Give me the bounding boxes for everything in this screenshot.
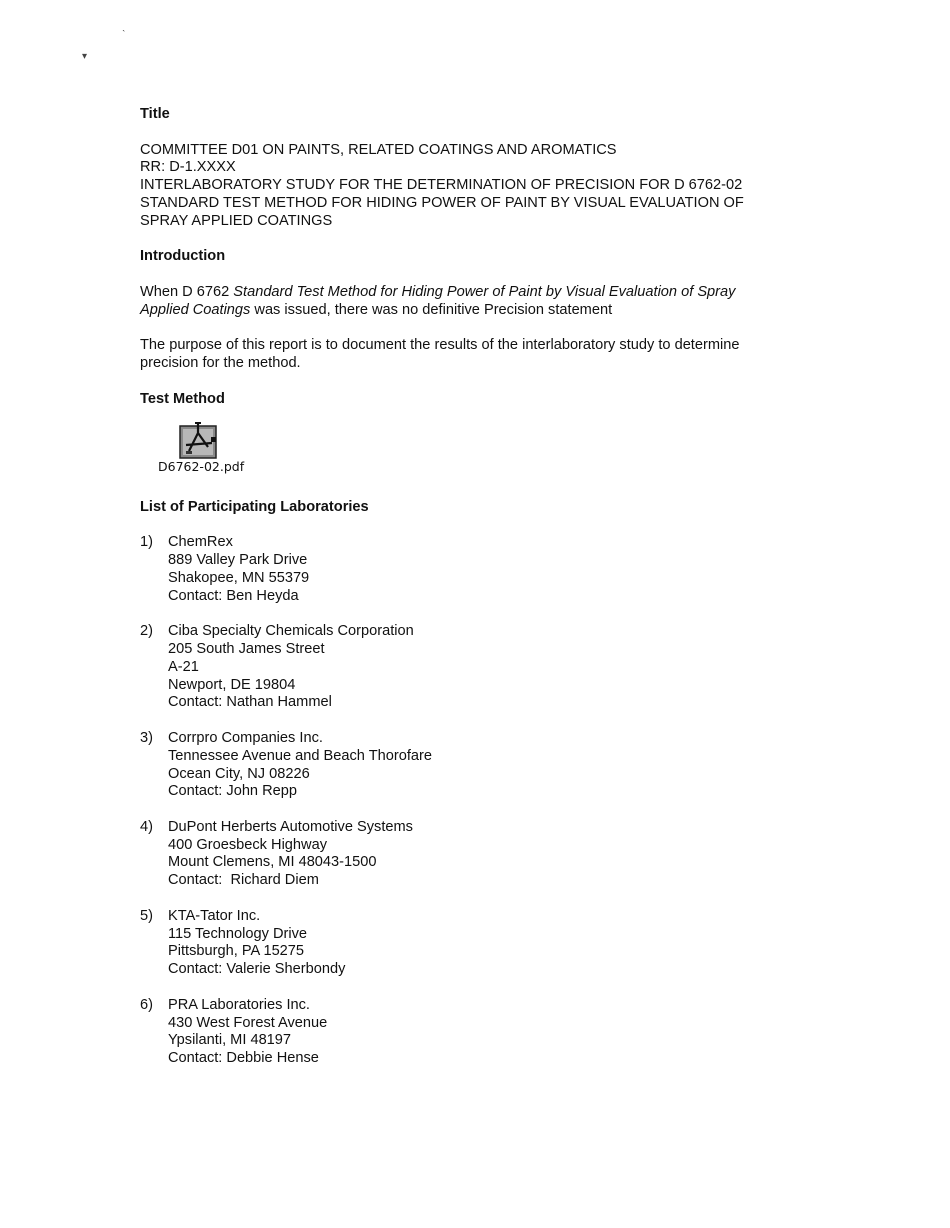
intro-p2-line-1: The purpose of this report is to document the results of the interlaboratory study to determine — [140, 337, 740, 354]
list-item-number: 5) — [140, 907, 153, 924]
lab-address: 115 Technology Drive — [168, 925, 307, 942]
intro-paragraph-2 — [140, 337, 820, 373]
lab-address: 400 Groesbeck Highway — [168, 836, 327, 853]
list-item-number: 6) — [140, 996, 153, 1013]
lab-suite: A-21 — [168, 658, 199, 675]
lab-address: 889 Valley Park Drive — [168, 551, 308, 568]
document-body — [140, 106, 820, 1086]
test-method-heading: Test Method — [140, 390, 225, 407]
lab-contact: Contact: Ben Heyda — [168, 587, 299, 604]
lab-city: Ypsilanti, MI 48197 — [168, 1032, 292, 1049]
standard-line-2: SPRAY APPLIED COATINGS — [140, 212, 333, 229]
pdf-file-icon[interactable] — [178, 421, 218, 459]
lab-contact: Contact: John Repp — [168, 783, 297, 800]
lab-contact: Contact: Richard Diem — [168, 872, 319, 889]
intro-prefix: When D 6762 — [140, 283, 234, 300]
list-item-number: 4) — [140, 818, 153, 835]
scan-speck: ˴ — [122, 25, 126, 36]
introduction-heading: Introduction — [140, 248, 226, 265]
pdf-attachment[interactable] — [158, 421, 258, 475]
lab-contact: Contact: Nathan Hammel — [168, 694, 332, 711]
study-line: INTERLABORATORY STUDY FOR THE DETERMINATION OF PRECISION FOR D 6762-02 — [140, 177, 743, 194]
lab-address: 430 West Forest Avenue — [168, 1014, 328, 1031]
lab-name: Corrpro Companies Inc. — [168, 729, 323, 746]
labs-list — [140, 534, 820, 1068]
lab-name: PRA Laboratories Inc. — [168, 996, 310, 1013]
lab-name: KTA-Tator Inc. — [168, 907, 261, 924]
list-item — [140, 730, 820, 801]
standard-line-1: STANDARD TEST METHOD FOR HIDING POWER OF PAINT BY VISUAL EVALUATION OF — [140, 194, 744, 211]
intro-p2-line-2: precision for the method. — [140, 355, 301, 372]
intro-italic-title-2: Applied Coatings — [140, 301, 251, 318]
lab-city: Newport, DE 19804 — [168, 676, 296, 693]
title-heading: Title — [140, 106, 170, 122]
lab-name: Ciba Specialty Chemicals Corporation — [168, 623, 414, 640]
list-item-number: 3) — [140, 729, 153, 746]
labs-heading: List of Participating Laboratories — [140, 498, 369, 515]
title-block — [140, 142, 820, 231]
pdf-filename[interactable]: D6762-02.pdf — [158, 458, 245, 474]
lab-city: Pittsburgh, PA 15275 — [168, 943, 305, 960]
lab-city: Shakopee, MN 55379 — [168, 569, 310, 586]
list-item-number: 1) — [140, 534, 153, 551]
rr-line: RR: D-1.XXXX — [140, 159, 236, 176]
intro-suffix: was issued, there was no definitive Precision statement — [250, 301, 613, 318]
intro-italic-title-1: Standard Test Method for Hiding Power of Paint by Visual Evaluation of Spray — [233, 283, 736, 300]
lab-name: DuPont Herberts Automotive Systems — [168, 818, 413, 835]
list-item — [140, 623, 820, 712]
list-item — [140, 908, 820, 979]
lab-city: Ocean City, NJ 08226 — [168, 765, 310, 782]
committee-line: COMMITTEE D01 ON PAINTS, RELATED COATINGS AND AROMATICS — [140, 141, 617, 158]
scan-speck: ▾ — [82, 51, 88, 62]
lab-city: Mount Clemens, MI 48043-1500 — [168, 854, 377, 871]
lab-address: Tennessee Avenue and Beach Thorofare — [168, 747, 432, 764]
lab-contact: Contact: Valerie Sherbondy — [168, 961, 346, 978]
lab-contact: Contact: Debbie Hense — [168, 1050, 319, 1067]
list-item — [140, 534, 820, 605]
intro-paragraph-1 — [140, 284, 820, 320]
list-item — [140, 997, 820, 1068]
lab-address: 205 South James Street — [168, 640, 325, 657]
list-item — [140, 819, 820, 890]
list-item-number: 2) — [140, 623, 153, 640]
lab-name: ChemRex — [168, 534, 233, 551]
